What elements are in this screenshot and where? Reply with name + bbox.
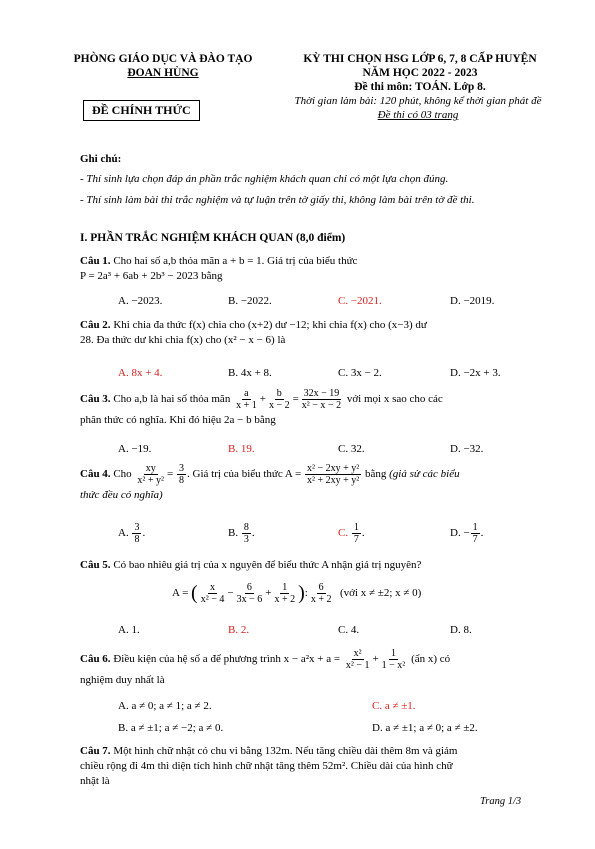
page-count: Đề thi có 03 trang — [377, 109, 459, 121]
note-line-2: - Thí sinh làm bài thi trắc nghiệm và tự luận trên tờ giấy thi, không làm bài trên tờ đề thi. — [80, 194, 475, 206]
exam-title: KỲ THI CHỌN HSG LỚP 6, 7, 8 CẤP HUYỆN — [303, 53, 537, 65]
q4-option-c: C. $\frac{1}{7}$ . — [338, 522, 365, 545]
question-label: Câu 7. — [80, 745, 111, 757]
department-name: PHÒNG GIÁO DỤC VÀ ĐÀO TẠO — [73, 53, 253, 65]
note-line-1: - Thí sinh lựa chọn đáp án phần trắc nghiệm khách quan chỉ có một lựa chọn đúng. — [80, 173, 449, 185]
q3-option-c: C. 32. — [338, 443, 365, 455]
q3-option-a: A. −19. — [118, 443, 152, 455]
q3-option-b: B. 19. — [228, 443, 255, 455]
q4-option-a: A. $\frac{3}{8}$ . — [118, 522, 146, 545]
fraction: $\frac{a}{x + 1}$ — [236, 388, 257, 411]
question-5 — [80, 558, 550, 573]
q1-option-a: A. −2023. — [118, 295, 163, 307]
question-text: Khi chia đa thức f(x) chia cho (x+2) dư −12; khi chia f(x) cho (x−3) dư — [113, 319, 427, 331]
question-text: chiều rộng đi 4m thì diện tích hình chữ nhật tăng thêm 52m². Chiều dài của hình chữ — [80, 760, 453, 772]
notes-title: Ghi chú: — [80, 153, 122, 165]
question-label: Câu 4. — [80, 468, 111, 481]
fraction: $\frac{32x - 19}{\text{x² − x − 2}}$ — [301, 388, 342, 411]
q6-option-b: B. a ≠ ±1; a ≠ −2; a ≠ 0. — [118, 722, 224, 734]
official-badge: ĐỀ CHÍNH THỨC — [83, 100, 200, 121]
question-text: với mọi x sao cho các — [346, 393, 443, 406]
q5-option-a: A. 1. — [118, 624, 140, 636]
question-text: Cho hai số a,b thỏa mãn a + b = 1. Giá trị của biểu thức — [113, 255, 358, 267]
question-text: Một hình chữ nhật có chu vi bằng 132m. Nếu tăng chiều dài thêm 8m và giảm — [113, 745, 458, 757]
question-text: . Giá trị của biểu thức A = — [187, 468, 302, 481]
question-text: nhật là — [80, 775, 110, 787]
question-text: Cho — [113, 468, 132, 481]
q1-option-c: C. −2021. — [338, 295, 382, 307]
q6-option-c: C. a ≠ ±1. — [372, 700, 416, 712]
q5-formula: A = ( $\frac{x}{\text{x² − 4}}$ − $\frac{6}{3x - 6}$ + $\frac{1}{x + 2}$ ): $\frac{6}{x + 2}$ (với x ≠ ±2; x ≠ 0) — [172, 582, 422, 605]
question-text: P = 2a³ + 6ab + 2b³ − 2023 bằng — [80, 270, 223, 282]
q5-option-c: C. 4. — [338, 624, 360, 636]
question-note: (giả sử các biểu — [389, 468, 460, 481]
q4-option-d: D. − $\frac{1}{7}$ . — [450, 522, 484, 545]
question-text: 28. Đa thức dư khi chia f(x) cho (x² − x − 6) là — [80, 334, 286, 346]
fraction: $\frac{b}{x - 2}$ — [268, 388, 290, 411]
question-text: nghiệm duy nhất là — [80, 674, 165, 686]
fraction: $\frac{\text{x² − 2xy + y²}}{\text{x² + 2xy + y²}}$ — [306, 463, 360, 486]
question-label: Câu 1. — [80, 255, 111, 267]
question-label: Câu 2. — [80, 319, 111, 331]
question-2 — [80, 318, 550, 348]
district-name: ĐOAN HÙNG — [127, 67, 199, 79]
exam-subject: Đề thi môn: TOÁN. Lớp 8. — [354, 81, 486, 93]
fraction: $\frac{1}{\text{1 − x²}}$ — [381, 648, 406, 671]
q5-option-d: D. 8. — [450, 624, 472, 636]
fraction: $\frac{\text{x²}}{\text{x² − 1}}$ — [345, 648, 370, 671]
page-number: Trang 1/3 — [480, 796, 522, 807]
q6-option-a: A. a ≠ 0; a ≠ 1; a ≠ 2. — [118, 700, 212, 712]
q3-option-d: D. −32. — [450, 443, 484, 455]
q2-option-b: B. 4x + 8. — [228, 367, 272, 379]
fraction: $\frac{3}{8}$ — [179, 463, 185, 486]
question-4: Câu 4. Cho $\frac{xy}{\text{x² + y²}}$ = $\frac{3}{8}$ . Giá trị của biểu thức A = $\frac{\text{x² − 2xy + y²}}{\text{x² + 2xy + y²}}$ bằng (giả sử các biểu thức đều có nghĩa) — [80, 463, 550, 503]
question-3: Câu 3. Cho a,b là hai số thỏa mãn $\frac{a}{x + 1}$ + $\frac{b}{x - 2}$ = $\frac{32x - 19}{\text{x² − x − 2}}$ với mọi x sao cho các phân thức có nghĩa. Khi đó hiệu 2a − b bằng — [80, 388, 550, 428]
school-year: NĂM HỌC 2022 - 2023 — [362, 67, 478, 79]
question-text: bằng — [365, 468, 387, 481]
q4-option-b: B. $\frac{8}{3}$ . — [228, 522, 255, 545]
question-label: Câu 5. — [80, 559, 111, 571]
question-text: Có bao nhiêu giá trị của x nguyên để biểu thức A nhận giá trị nguyên? — [113, 559, 422, 571]
q6-option-d: D. a ≠ ±1; a ≠ 0; a ≠ ±2. — [372, 722, 478, 734]
q2-option-d: D. −2x + 3. — [450, 367, 501, 379]
question-label: Câu 6. — [80, 653, 111, 666]
fraction: $\frac{xy}{\text{x² + y²}}$ — [137, 463, 165, 486]
exam-duration: Thời gian làm bài: 120 phút, không kể thời gian phát đề — [294, 95, 542, 107]
q5-option-b: B. 2. — [228, 624, 250, 636]
q2-option-a: A. 8x + 4. — [118, 367, 163, 379]
question-6: Câu 6. Điều kiện của hệ số a để phương trình x − a²x + a = $\frac{\text{x²}}{\text{x² − 1}}$ + $\frac{1}{\text{1 − x²}}$ (ẩn x) có nghiệm duy nhất là — [80, 648, 550, 688]
question-text: Cho a,b là hai số thỏa mãn — [113, 393, 231, 406]
q1-option-d: D. −2019. — [450, 295, 495, 307]
question-note: thức đều có nghĩa) — [80, 489, 163, 501]
section-title: I. PHẦN TRẮC NGHIỆM KHÁCH QUAN (8,0 điểm) — [80, 232, 346, 244]
q2-option-c: C. 3x − 2. — [338, 367, 382, 379]
question-text: Điều kiện của hệ số a để phương trình x − a²x + a = — [113, 653, 341, 666]
question-text: phân thức có nghĩa. Khi đó hiệu 2a − b bằng — [80, 414, 276, 426]
question-text: (ẩn x) có — [411, 653, 451, 666]
q1-option-b: B. −2022. — [228, 295, 272, 307]
question-7 — [80, 744, 550, 789]
question-label: Câu 3. — [80, 393, 111, 406]
question-1 — [80, 254, 545, 284]
